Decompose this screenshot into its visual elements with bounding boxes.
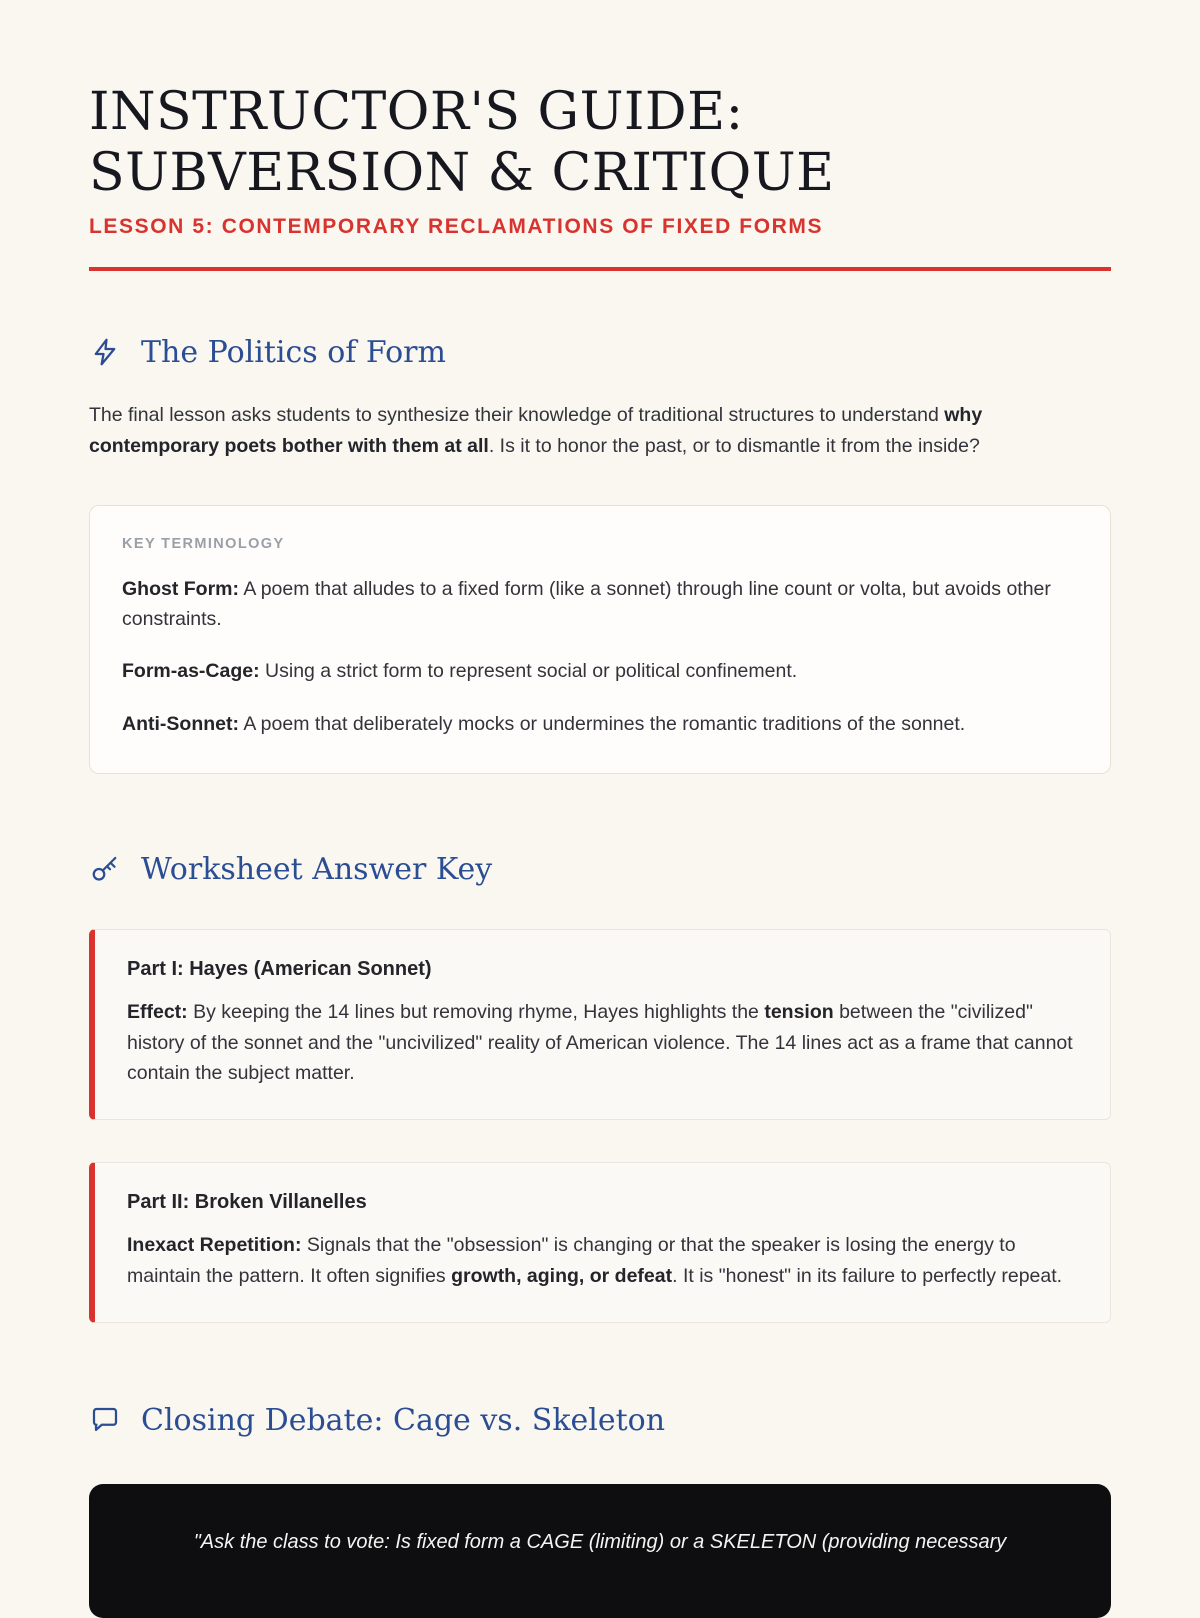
term-definition: [122, 656, 1078, 686]
answer-card-body: [127, 1230, 1078, 1292]
section-title: Worksheet Answer Key: [141, 851, 493, 887]
key-icon: [89, 853, 121, 885]
answer-text-end: between the "civilized" history of the sonnet and the "uncivilized" reality of American violence. The 14 lines act as a frame that cannot contain the subject matter.: [127, 1000, 1073, 1085]
intro-paragraph: [89, 400, 1111, 463]
intro-text: The final lesson asks students to synthesize their knowledge of traditional structures to understand: [89, 403, 945, 426]
answer-card-heading: Part II: Broken Villanelles: [127, 1191, 367, 1214]
section-title: Closing Debate: Cage vs. Skeleton: [141, 1402, 666, 1438]
lesson-subtitle: LESSON 5: CONTEMPORARY RECLAMATIONS OF FIXED FORMS: [89, 214, 824, 238]
document-page: [89, 0, 1111, 1618]
term-name: Form-as-Cage:: [122, 660, 260, 683]
term-definition: [122, 709, 1078, 739]
section-heading-politics-of-form: [89, 335, 1111, 370]
answer-text: Signals that the "obsession" is changing or that the speaker is losing the energy to maintain the pattern. It often signifies: [127, 1234, 1016, 1287]
section-title: The Politics of Form: [141, 334, 446, 370]
term-definition: [122, 574, 1078, 634]
key-terminology-card: [89, 505, 1111, 774]
debate-quote-box: [89, 1484, 1111, 1618]
section-heading-worksheet-answer-key: [89, 852, 1111, 887]
answer-text-bold: growth, aging, or defeat: [451, 1264, 673, 1287]
term-text: A poem that deliberately mocks or undermines the romantic traditions of the sonnet.: [238, 712, 966, 735]
answer-card-heading: Part I: Hayes (American Sonnet): [127, 957, 432, 980]
answer-text-end: . It is "honest" in its failure to perfectly repeat.: [672, 1264, 1063, 1287]
term-text: A poem that alludes to a fixed form (like a sonnet) through line count or volta, but avoids other constraints.: [122, 577, 1051, 631]
terminology-label: KEY TERMINOLOGY: [122, 535, 285, 552]
title-divider: [89, 267, 1111, 271]
answer-text: By keeping the 14 lines but removing rhyme, Hayes highlights the: [187, 1000, 765, 1023]
lightning-icon: [89, 336, 121, 368]
answer-lead: Effect:: [127, 1000, 188, 1023]
term-name: Anti-Sonnet:: [122, 712, 239, 735]
answer-lead: Inexact Repetition:: [127, 1234, 302, 1257]
speech-bubble-icon: [89, 1404, 121, 1436]
page-title: INSTRUCTOR'S GUIDE: SUBVERSION & CRITIQUE: [89, 82, 835, 204]
intro-text-bold: why contemporary poets bother with them at all: [89, 403, 983, 458]
debate-quote-text: "Ask the class to vote: Is fixed form a CAGE (limiting) or a SKELETON (providing necessary: [193, 1530, 1007, 1553]
section-heading-closing-debate: [89, 1403, 1111, 1438]
intro-text-end: . Is it to honor the past, or to dismantle it from the inside?: [488, 435, 980, 458]
answer-text-bold: tension: [764, 1000, 834, 1023]
term-name: Ghost Form:: [122, 577, 239, 600]
term-text: Using a strict form to represent social or political confinement.: [259, 660, 798, 683]
answer-card-part-2: [89, 1162, 1111, 1323]
answer-card-part-1: [89, 929, 1111, 1120]
answer-card-body: [127, 997, 1078, 1089]
